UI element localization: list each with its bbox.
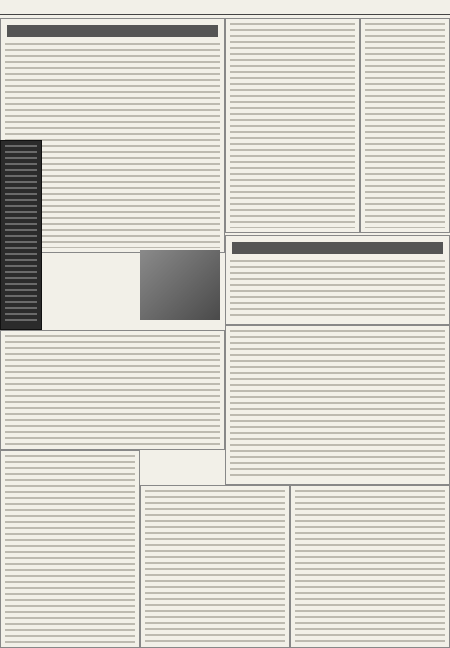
feature-headline-bar — [232, 242, 443, 254]
right-article — [360, 18, 450, 233]
photo — [140, 250, 220, 320]
mid-right-article — [225, 325, 450, 485]
lead-headline-bar — [7, 25, 218, 37]
bottom-left-notice — [0, 450, 140, 648]
mid-left-article — [0, 330, 225, 450]
side-column-article — [0, 140, 42, 330]
bottom-centre-notice — [140, 485, 290, 648]
bottom-right-notice — [290, 485, 450, 648]
centre-article — [225, 18, 360, 233]
masthead-rule — [0, 14, 450, 15]
feature-article — [225, 235, 450, 325]
